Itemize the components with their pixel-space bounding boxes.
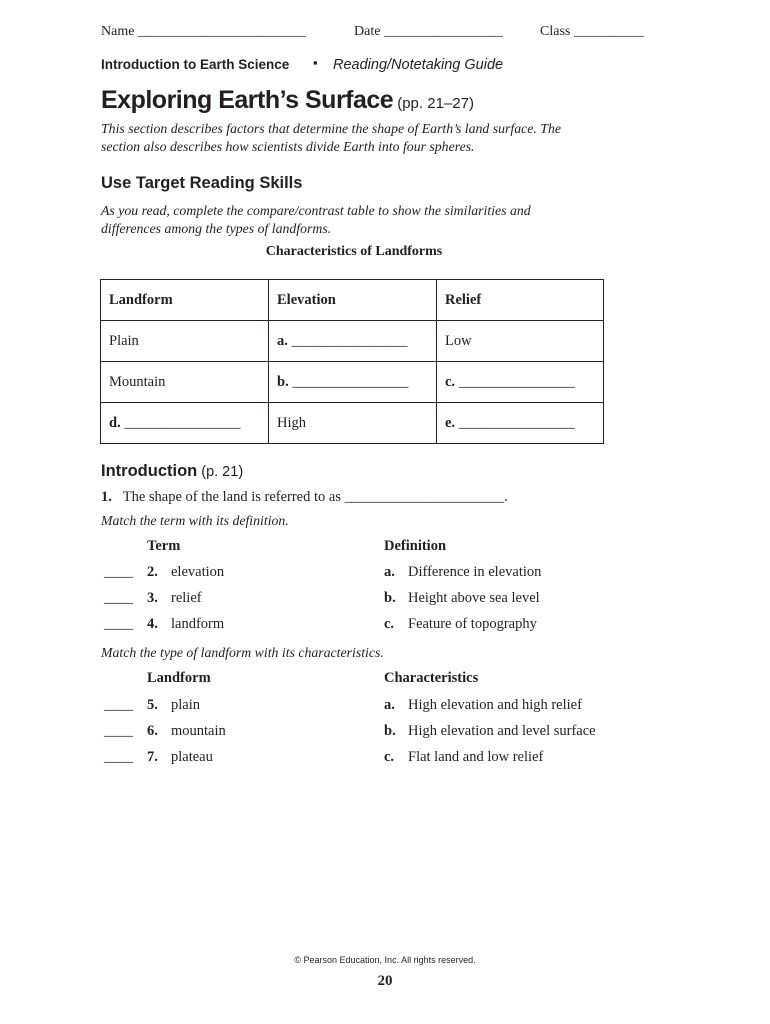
blank-c[interactable]: c. ________________ bbox=[445, 373, 575, 390]
blank-letter-label: d. bbox=[109, 414, 121, 431]
header-separator-icon: ▪ bbox=[313, 55, 318, 70]
blank-e[interactable]: e. ________________ bbox=[445, 414, 575, 431]
landform-column-head: Landform bbox=[147, 670, 211, 686]
skills-instruction-line: As you read, complete the compare/contrast table to show the similarities and bbox=[101, 203, 531, 218]
definition-letter: a. bbox=[384, 564, 395, 580]
name-field-label: Name ________________________ bbox=[101, 24, 306, 39]
definition-text: High elevation and high relief bbox=[408, 697, 582, 713]
table-cell-blank[interactable] bbox=[437, 362, 604, 403]
table-cell-blank[interactable] bbox=[437, 403, 604, 444]
intro-heading bbox=[101, 462, 243, 481]
definition-text: Difference in elevation bbox=[408, 564, 542, 580]
definition-text: Flat land and low relief bbox=[408, 749, 544, 765]
table-header-cell: Landform bbox=[101, 280, 269, 321]
class-field-label: Class __________ bbox=[540, 24, 644, 39]
blank-letter-label: c. bbox=[445, 373, 456, 390]
section-description-line: section also describes how scientists divide Earth into four spheres. bbox=[101, 139, 475, 154]
item-number: 3. bbox=[147, 590, 158, 606]
match-instruction-2: Match the type of landform with its characteristics. bbox=[101, 645, 384, 660]
table-row bbox=[101, 362, 604, 403]
section-title bbox=[101, 86, 474, 115]
item-number: 7. bbox=[147, 749, 158, 765]
term-column-head: Term bbox=[147, 538, 181, 554]
answer-blank[interactable]: ____ bbox=[104, 697, 133, 713]
item-number: 4. bbox=[147, 616, 158, 632]
question-1[interactable] bbox=[101, 489, 508, 506]
term-text: plateau bbox=[171, 749, 213, 765]
item-number: 2. bbox=[147, 564, 158, 580]
intro-heading-text: Introduction bbox=[101, 462, 198, 480]
table-cell: Plain bbox=[101, 321, 269, 362]
section-title-text: Exploring Earth’s Surface bbox=[101, 86, 394, 114]
blank-b[interactable]: b. ________________ bbox=[277, 373, 409, 390]
definition-letter: c. bbox=[384, 616, 395, 632]
definition-letter: c. bbox=[384, 749, 395, 765]
section-pages: (pp. 21–27) bbox=[397, 95, 474, 112]
blank-letter-label: a. bbox=[277, 332, 288, 349]
date-field-label: Date _________________ bbox=[354, 24, 503, 39]
answer-blank[interactable]: ____ bbox=[104, 616, 133, 632]
table-header-row bbox=[101, 280, 604, 321]
table-cell-blank[interactable] bbox=[269, 321, 437, 362]
characteristics-column-head: Characteristics bbox=[384, 670, 479, 686]
definition-text: Feature of topography bbox=[408, 616, 537, 632]
question-text: The shape of the land is referred to as ______________________. bbox=[122, 489, 508, 505]
blank-a[interactable]: a. ________________ bbox=[277, 332, 408, 349]
definition-text: Height above sea level bbox=[408, 590, 540, 606]
table-header-cell: Elevation bbox=[269, 280, 437, 321]
landforms-table bbox=[100, 279, 604, 444]
table-caption: Characteristics of Landforms bbox=[265, 244, 443, 259]
copyright-notice: © Pearson Education, Inc. All rights reserved. bbox=[294, 955, 476, 965]
table-cell: Mountain bbox=[101, 362, 269, 403]
blank-letter-label: e. bbox=[445, 414, 456, 431]
definition-column-head: Definition bbox=[384, 538, 447, 554]
definition-letter: a. bbox=[384, 697, 395, 713]
answer-blank[interactable]: ____ bbox=[104, 749, 133, 765]
match-instruction-1: Match the term with its definition. bbox=[101, 513, 289, 528]
skills-instruction-line: differences among the types of landforms. bbox=[101, 221, 332, 236]
term-text: plain bbox=[171, 697, 200, 713]
page-number: 20 bbox=[377, 973, 393, 989]
guide-title: Reading/Notetaking Guide bbox=[333, 57, 504, 73]
table-cell-blank[interactable] bbox=[101, 403, 269, 444]
question-number: 1. bbox=[101, 489, 112, 505]
table-header-cell: Relief bbox=[437, 280, 604, 321]
section-description bbox=[101, 120, 621, 156]
course-title: Introduction to Earth Science bbox=[101, 57, 290, 72]
term-text: mountain bbox=[171, 723, 226, 739]
table-row bbox=[101, 403, 604, 444]
table-cell: High bbox=[269, 403, 437, 444]
item-number: 5. bbox=[147, 697, 158, 713]
section-description-line: This section describes factors that determine the shape of Earth’s land surface. The bbox=[101, 121, 561, 136]
term-text: landform bbox=[171, 616, 225, 632]
table-row bbox=[101, 321, 604, 362]
intro-pages: (p. 21) bbox=[201, 464, 244, 480]
term-text: relief bbox=[171, 590, 202, 606]
item-number: 6. bbox=[147, 723, 158, 739]
table-cell-blank[interactable] bbox=[269, 362, 437, 403]
blank-letter-label: b. bbox=[277, 373, 289, 390]
table-cell: Low bbox=[437, 321, 604, 362]
term-text: elevation bbox=[171, 564, 225, 580]
answer-blank[interactable]: ____ bbox=[104, 723, 133, 739]
answer-blank[interactable]: ____ bbox=[104, 590, 133, 606]
skills-instruction bbox=[101, 202, 621, 238]
definition-text: High elevation and level surface bbox=[408, 723, 596, 739]
blank-d[interactable]: d. ________________ bbox=[109, 414, 241, 431]
answer-blank[interactable]: ____ bbox=[104, 564, 133, 580]
definition-letter: b. bbox=[384, 590, 396, 606]
definition-letter: b. bbox=[384, 723, 396, 739]
skills-heading: Use Target Reading Skills bbox=[101, 174, 303, 192]
